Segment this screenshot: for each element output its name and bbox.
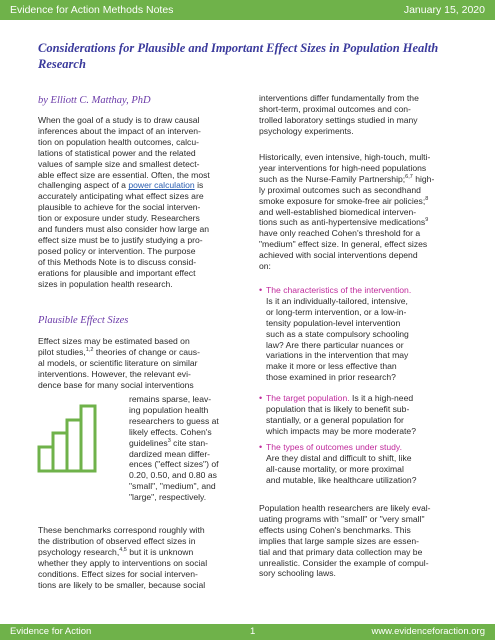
text-span: is [194, 180, 204, 191]
text-line: al models, or scientific literature on similar [38, 357, 198, 368]
text-line: year interventions for high-need populations [259, 162, 427, 173]
text-line: such as a state compulsory schooling [266, 328, 409, 339]
bullet-heading: The target population. [266, 393, 350, 403]
citation: 4,5 [119, 546, 127, 553]
text-line [38, 347, 243, 358]
text-line: "large", respectively. [129, 492, 207, 503]
citation: 9 [425, 217, 429, 224]
text-line: uating programs with "small" or "very small" [259, 513, 425, 524]
text-line: "small", "medium", and [129, 481, 216, 492]
title-line: Research [38, 57, 86, 71]
section-paragraph-bottom [38, 525, 248, 590]
text-line: have only reached Cohen's threshold for a [259, 228, 421, 239]
text-line: able effect size are essential. Often, the most [38, 169, 210, 180]
text-line [259, 217, 464, 228]
text-span: smoke exposure for smoke-free air policies; [259, 195, 426, 206]
article-title [38, 40, 458, 72]
text-span: Is it a high-need [349, 393, 414, 403]
text-line: effect size must be to justify studying a pro- [38, 234, 203, 245]
text-span: theories of change or caus- [93, 346, 200, 357]
text-line: whether they apply to interventions on social [38, 557, 208, 568]
text-line: population that is likely to benefit sub- [266, 403, 410, 414]
text-line: effects using Cohen's benchmarks. This [259, 524, 411, 535]
text-line: researchers to guess at [129, 415, 219, 426]
text-line: sory schooling laws. [259, 568, 336, 579]
text-line: tial and that primary data collection may be [259, 546, 423, 557]
text-line: psychology experiments. [259, 125, 354, 136]
text-line: the distribution of observed effect sizes in [38, 535, 196, 546]
page-number: 1 [250, 626, 256, 637]
right-paragraph-2 [259, 152, 464, 272]
text-line: Historically, even intensive, high-touch, multi- [259, 152, 431, 162]
text-line: law? Are there particular nuances or [266, 339, 404, 350]
text-line: posed policy or intervention. The purpose [38, 245, 196, 256]
text-line: tions are likely to be smaller, because social [38, 579, 206, 590]
text-line: erations for plausible and important effect [38, 267, 196, 278]
text-line: or long-term intervention, or a low-in- [266, 306, 407, 317]
bullet-dot-icon: • [259, 285, 263, 295]
list-item [259, 442, 466, 486]
text-span: such as the Nurse-Family Partnership; [259, 173, 406, 184]
text-line: When the goal of a study is to draw causal [38, 115, 200, 125]
bar-chart-outline-icon [36, 403, 118, 473]
text-line [38, 547, 248, 558]
chart-bar-outline [53, 433, 67, 471]
header-date: January 15, 2020 [403, 4, 485, 16]
text-line: values of sample size and smallest detect- [38, 158, 200, 169]
text-span: pilot studies, [38, 346, 86, 357]
text-line: dardized mean differ- [129, 448, 211, 459]
citation: 1,2 [85, 347, 94, 354]
citation: 6,7 [405, 173, 413, 180]
text-line: ences ("effect sizes") of [129, 459, 219, 470]
footer-website-link[interactable]: www.evidenceforaction.org [371, 626, 485, 637]
text-span: tions such as anti-hypertensive medications [259, 217, 426, 228]
text-line: achieved with social interventions depend [259, 250, 418, 261]
text-span: psychology research, [38, 546, 120, 557]
title-line: Considerations for Plausible and Important Effect Sizes in Population Health [38, 41, 439, 55]
bullet-dot-icon: • [259, 393, 263, 403]
header-bar [0, 0, 495, 20]
text-line: ing population health [129, 404, 209, 415]
bullet-heading: The characteristics of the intervention. [266, 285, 412, 295]
citation: 3 [167, 437, 171, 444]
list-item [259, 285, 466, 383]
section-paragraph-wrapped [129, 394, 244, 503]
text-line: "medium" effect size. In general, effect sizes [259, 239, 428, 250]
text-line: of this Methods Note is to discuss consid- [38, 256, 197, 267]
footer-org: Evidence for Action [10, 626, 92, 637]
text-line: interventions. However, the relevant evi- [38, 368, 191, 379]
text-line: tion or exposure under study. Researchers [38, 213, 200, 224]
author-byline: by Elliott C. Matthay, PhD [38, 95, 151, 106]
text-line: implies that large sample sizes are essen- [259, 535, 420, 546]
section-paragraph-top [38, 336, 243, 391]
citation: 8 [425, 195, 429, 202]
text-line: conditions. Effect sizes for social interven- [38, 568, 198, 579]
chart-bar-outline [67, 420, 81, 471]
right-paragraph-1 [259, 93, 464, 137]
intro-paragraph [38, 115, 243, 290]
chart-bar-outline [81, 406, 95, 471]
text-line: all-cause mortality, or more proximal [266, 463, 404, 474]
bullet-dot-icon: • [259, 442, 263, 452]
text-line: tion on population health outcomes, calcu- [38, 136, 199, 147]
header-series-title: Evidence for Action Methods Notes [10, 4, 174, 16]
text-line: plausible to achieve for the social interven- [38, 202, 201, 213]
text-line: variations in the intervention that may [266, 350, 409, 361]
text-line: and well-established biomedical interven- [259, 206, 417, 217]
chart-bar-outline [39, 447, 53, 471]
text-line [129, 438, 244, 449]
text-span: challenging aspect of a [38, 180, 129, 191]
text-line [38, 180, 243, 191]
text-line: Population health researchers are likely eval- [259, 503, 431, 513]
section-heading: Plausible Effect Sizes [38, 315, 129, 326]
text-line: inferences about the impact of an interven- [38, 125, 201, 136]
text-line: trolled laboratory settings studied in many [259, 114, 418, 125]
text-line: ly proximal outcomes such as secondhand [259, 184, 421, 195]
text-span: but it is unknown [126, 546, 194, 557]
text-line: remains sparse, leav- [129, 394, 212, 404]
text-line: Is it an individually-tailored, intensive, [266, 295, 408, 306]
text-span: cite stan- [170, 437, 209, 448]
text-line: These benchmarks correspond roughly with [38, 525, 205, 535]
text-line: accurately anticipating what effect sizes are [38, 191, 204, 202]
text-line: interventions differ fundamentally from the [259, 93, 419, 103]
text-line: Effect sizes may be estimated based on [38, 336, 190, 346]
text-line: and mutable, like healthcare utilization? [266, 474, 417, 485]
text-line: and funders must also consider how large an [38, 224, 210, 235]
text-line: make it more or less effective than [266, 361, 397, 372]
text-line: which impacts may be more moderate? [266, 425, 416, 436]
text-line: sizes in population health research. [38, 278, 173, 289]
text-line: Are they distal and difficult to shift, like [266, 452, 412, 463]
text-line: short-term, proximal outcomes and con- [259, 103, 411, 114]
text-line [259, 196, 464, 207]
text-span: high- [412, 173, 435, 184]
text-line: those examined in prior research? [266, 372, 396, 383]
power-calculation-link[interactable]: power calculation [128, 180, 195, 191]
list-item [259, 393, 466, 437]
bullet-heading: The types of outcomes under study. [266, 442, 402, 452]
right-paragraph-closing [259, 503, 469, 579]
text-line: stantially, or a general population for [266, 414, 404, 425]
text-line: on: [259, 261, 271, 272]
text-line [259, 174, 464, 185]
text-line: 0.20, 0.50, and 0.80 as [129, 470, 217, 481]
text-line: tensity population-level intervention [266, 317, 401, 328]
text-line: unrealistic. Consider the example of compul- [259, 557, 429, 568]
text-line: lations of statistical power and the related [38, 147, 196, 158]
text-line: likely effects. Cohen's [129, 426, 212, 437]
text-span: guidelines [129, 437, 168, 448]
footer-bar [0, 624, 495, 640]
text-line: dence base for many social interventions [38, 379, 194, 390]
